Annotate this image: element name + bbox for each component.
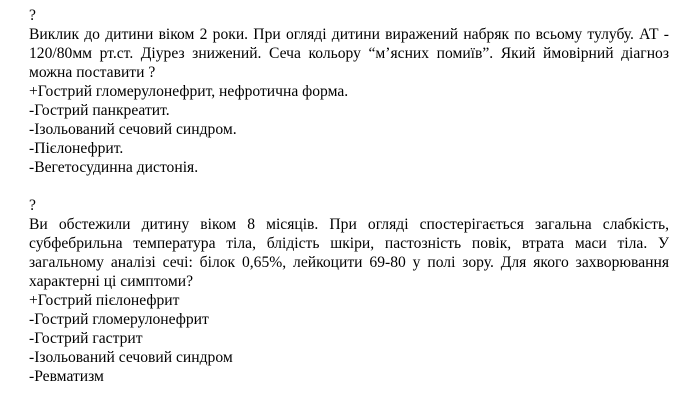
question-2 [29,196,669,386]
answer-option: -Гострий гломерулонефрит [29,311,209,328]
answer-option: -Вегетосудинна дистонія. [29,159,199,176]
answer-option: -Пієлонефрит. [29,140,124,157]
question-stem: Ви обстежили дитину віком 8 місяців. При огляді спостерігається загальна слабкість, субфебрильна температура тіла, блідість шкіри, пастозність повік, втрата маси тіла. У загальному аналізі сечі: білок 0,65%, лейкоцити 69-80 у полі зору. Для якого захворювання характерні ці симптоми? [29,216,669,290]
question-1 [29,6,669,177]
answer-option: -Гострий гастрит [29,330,143,347]
document-page [29,6,669,386]
answer-option: -Ізольований сечовий синдром. [29,121,237,138]
answer-option: -Ізольований сечовий синдром [29,349,233,366]
answer-option-correct: +Гострий пієлонефрит [29,292,180,309]
answer-option: -Гострий панкреатит. [29,102,170,119]
answer-option-correct: +Гострий гломерулонефрит, нефротична форма. [29,83,349,100]
question-marker: ? [29,7,36,24]
question-marker: ? [29,197,36,214]
question-stem: Виклик до дитини віком 2 роки. При огляді дитини виражений набряк по всьому тулубу. АТ - 120/80мм рт.ст. Діурез знижений. Сеча кольору “м’ясних помиїв”. Який ймовірний діагноз можна поставити ? [29,26,669,81]
answer-option: -Ревматизм [29,368,104,385]
